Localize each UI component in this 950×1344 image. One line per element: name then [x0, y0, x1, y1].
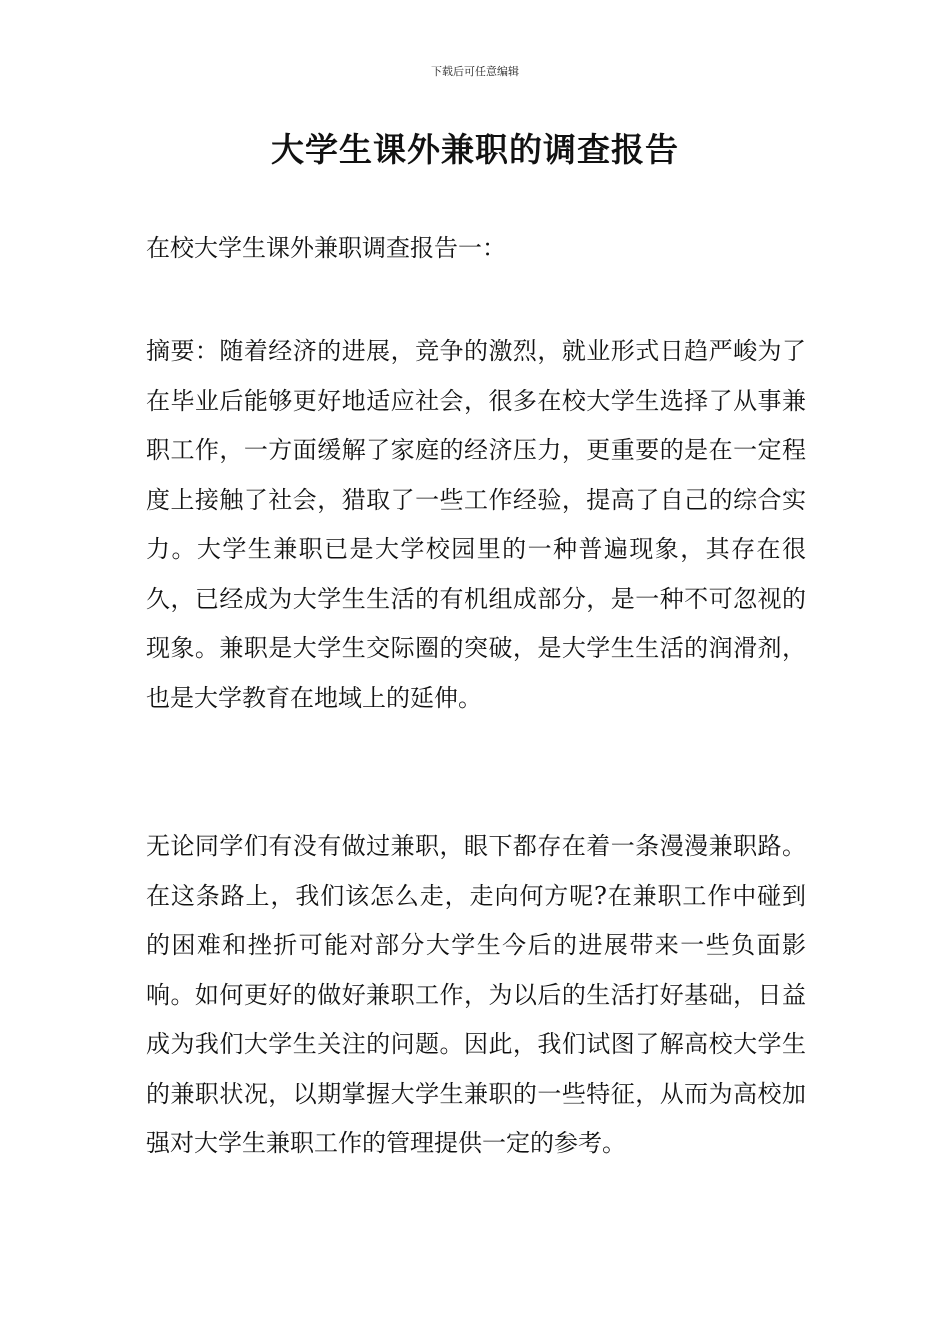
document-title: 大学生课外兼职的调查报告 [271, 130, 679, 169]
report-subtitle: 在校大学生课外兼职调查报告一： [146, 234, 506, 262]
header-note: 下载后可任意编辑 [431, 65, 519, 78]
paragraph-introduction: 无论同学们有没有做过兼职，眼下都存在着一条漫漫兼职路。在这条路上，我们该怎么走，走向何方呢?在兼职工作中碰到的困难和挫折可能对部分大学生今后的进展带来一些负面影响。如何更好的做好兼职工作，为以后的生活打好基础，日益成为我们大学生关注的问题。因此，我们试图了解高校大学生的兼职状况，以期掌握大学生兼职的一些特征，从而为高校加强对大学生兼职工作的管理提供一定的参考。 [146, 832, 806, 1157]
paragraph-abstract: 摘要：随着经济的进展，竞争的激烈，就业形式日趋严峻为了在毕业后能够更好地适应社会，很多在校大学生选择了从事兼职工作，一方面缓解了家庭的经济压力，更重要的是在一定程度上接触了社会，猎取了一些工作经验，提高了自己的综合实力。大学生兼职已是大学校园里的一种普遍现象，其存在很久，已经成为大学生生活的有机组成部分，是一种不可忽视的现象。兼职是大学生交际圈的突破，是大学生生活的润滑剂，也是大学教育在地域上的延伸。 [146, 337, 806, 712]
